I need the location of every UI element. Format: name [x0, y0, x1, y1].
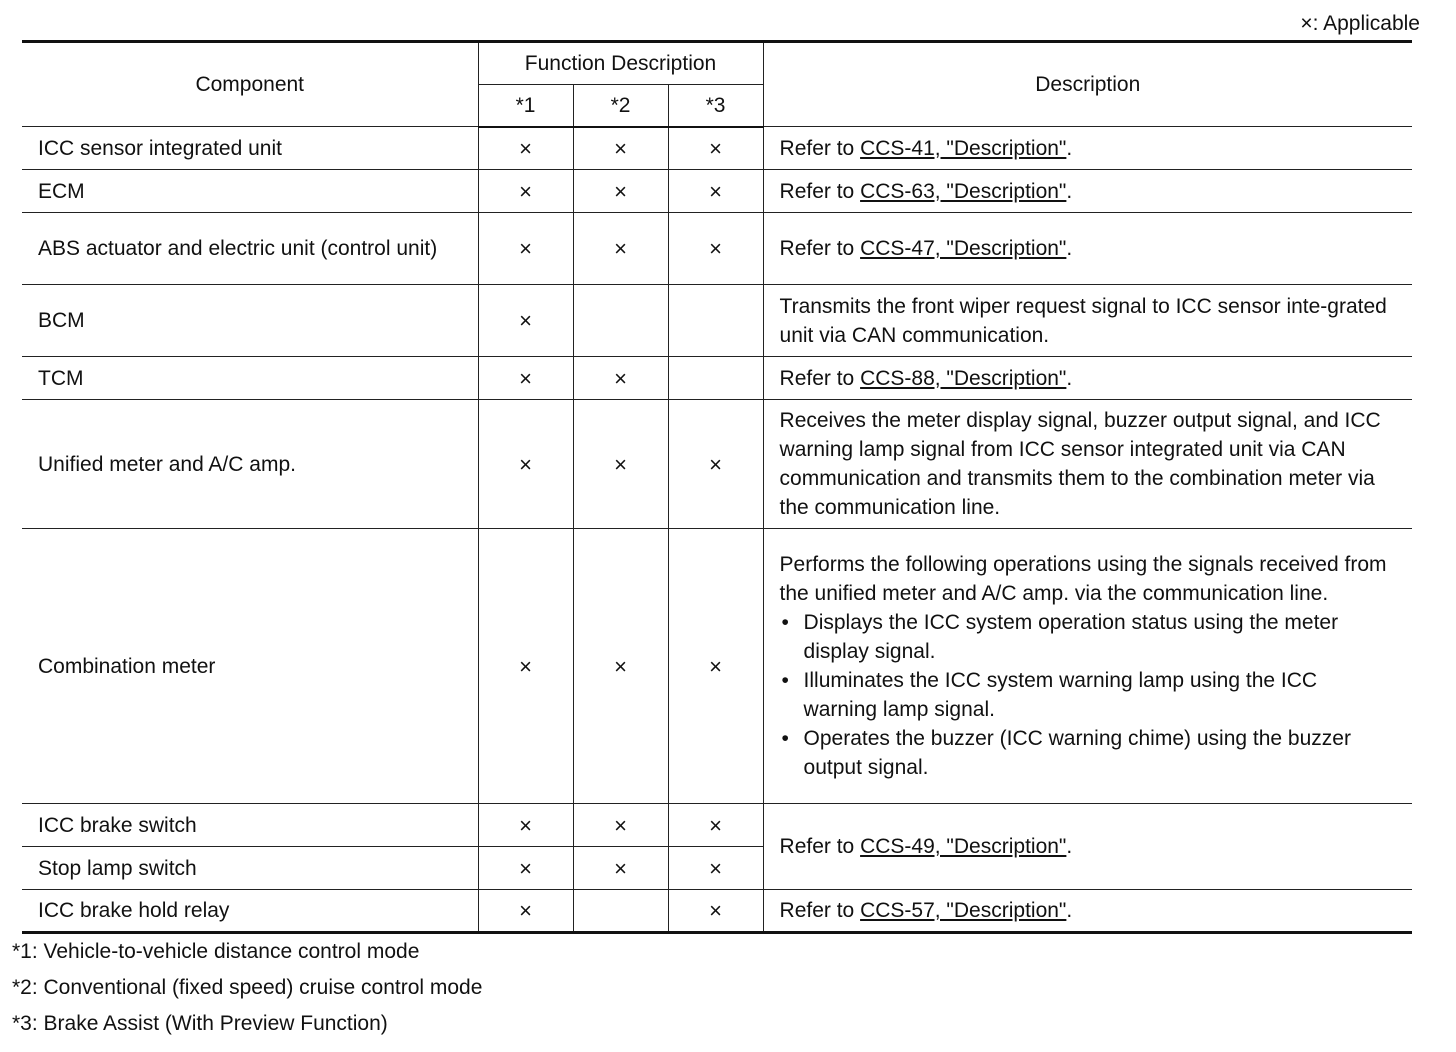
component-cell: BCM	[22, 285, 478, 357]
description-suffix: .	[1066, 136, 1073, 160]
description-cell: Receives the meter display signal, buzzer output signal, and ICC warning lamp signal from ICC sensor integrated unit via CAN communication and transmits them to the combination meter via the communication line.	[763, 400, 1412, 529]
mark-col2: ×	[573, 804, 668, 847]
description-cell	[763, 127, 1412, 170]
component-cell: ECM	[22, 170, 478, 213]
reference-link[interactable]: CCS-47, "Description"	[860, 237, 1067, 260]
mark-col1: ×	[478, 847, 573, 890]
reference-link[interactable]: CCS-41, "Description"	[860, 136, 1067, 160]
mark-col1: ×	[478, 804, 573, 847]
mark-col3: ×	[668, 847, 763, 890]
footnote: *1: Vehicle-to-vehicle distance control mode	[12, 940, 420, 963]
mark-col3	[668, 357, 763, 400]
bullet-item: • Displays the ICC system operation status using the meter display signal.	[780, 608, 1397, 666]
description-cell	[763, 170, 1412, 213]
footnote: *2: Conventional (fixed speed) cruise control mode	[12, 976, 483, 999]
mark-col1: ×	[478, 170, 573, 213]
mark-col2: ×	[573, 847, 668, 890]
mark-col2: ×	[573, 529, 668, 804]
mark-col1: ×	[478, 529, 573, 804]
header-function-description: Function Description	[478, 42, 763, 85]
mark-col3: ×	[668, 127, 763, 170]
mark-col2	[573, 890, 668, 933]
description-cell: Transmits the front wiper request signal to ICC sensor inte-grated unit via CAN communication.	[763, 285, 1412, 357]
table-row	[22, 400, 1412, 529]
mark-col1: ×	[478, 890, 573, 933]
table-row	[22, 804, 1412, 847]
header-description: Description	[763, 42, 1412, 127]
mark-col3: ×	[668, 213, 763, 285]
table-row	[22, 529, 1412, 804]
header-component: Component	[22, 42, 478, 127]
bullet-list	[780, 608, 1397, 782]
reference-link[interactable]: CCS-57, "Description"	[860, 899, 1067, 922]
mark-col3: ×	[668, 400, 763, 529]
description-text: Performs the following operations using the signals received from the unified meter and A/C amp. via the communication line.	[779, 553, 1387, 605]
mark-col3: ×	[668, 529, 763, 804]
component-cell: TCM	[22, 357, 478, 400]
table-row	[22, 127, 1412, 170]
reference-link[interactable]: CCS-88, "Description"	[860, 366, 1067, 390]
footnotes	[12, 938, 482, 1046]
header-col2: *2	[573, 85, 668, 127]
description-suffix: .	[1066, 366, 1073, 390]
table-row	[22, 357, 1412, 400]
mark-col2	[573, 285, 668, 357]
mark-col2: ×	[573, 357, 668, 400]
description-cell	[763, 804, 1412, 890]
mark-col3	[668, 285, 763, 357]
table-row	[22, 213, 1412, 285]
component-table	[22, 40, 1412, 934]
description-suffix: .	[1066, 179, 1073, 203]
description-prefix: Refer to	[779, 835, 861, 858]
description-cell	[763, 213, 1412, 285]
description-cell	[763, 529, 1412, 804]
mark-col3: ×	[668, 170, 763, 213]
component-cell: ICC sensor integrated unit	[22, 127, 478, 170]
mark-col1: ×	[478, 285, 573, 357]
mark-col1: ×	[478, 127, 573, 170]
description-cell	[763, 890, 1412, 933]
table-row	[22, 890, 1412, 933]
mark-col2: ×	[573, 400, 668, 529]
header-col3: *3	[668, 85, 763, 127]
mark-col3: ×	[668, 890, 763, 933]
description-prefix: Refer to	[779, 899, 861, 922]
component-cell: Stop lamp switch	[22, 847, 478, 890]
mark-col2: ×	[573, 127, 668, 170]
mark-col1: ×	[478, 400, 573, 529]
description-prefix: Refer to	[779, 237, 861, 260]
header-col1: *1	[478, 85, 573, 127]
description-prefix: Refer to	[779, 136, 861, 160]
component-cell: Combination meter	[22, 529, 478, 804]
description-suffix: .	[1066, 237, 1073, 260]
description-suffix: .	[1066, 899, 1073, 922]
description-prefix: Refer to	[779, 366, 861, 390]
mark-col2: ×	[573, 170, 668, 213]
mark-col1: ×	[478, 213, 573, 285]
reference-link[interactable]: CCS-49, "Description"	[860, 835, 1067, 858]
footnote: *3: Brake Assist (With Preview Function)	[12, 1012, 388, 1035]
component-cell: ABS actuator and electric unit (control unit)	[22, 213, 478, 285]
mark-col3: ×	[668, 804, 763, 847]
description-suffix: .	[1066, 835, 1073, 858]
reference-link[interactable]: CCS-63, "Description"	[860, 179, 1067, 203]
description-cell	[763, 357, 1412, 400]
component-cell: Unified meter and A/C amp.	[22, 400, 478, 529]
mark-col1: ×	[478, 357, 573, 400]
component-cell: ICC brake switch	[22, 804, 478, 847]
table-row	[22, 170, 1412, 213]
bullet-item: • Operates the buzzer (ICC warning chime) using the buzzer output signal.	[780, 724, 1397, 782]
description-prefix: Refer to	[779, 179, 861, 203]
bullet-item: • Illuminates the ICC system warning lamp using the ICC warning lamp signal.	[780, 666, 1397, 724]
table-row	[22, 285, 1412, 357]
mark-col2: ×	[573, 213, 668, 285]
component-cell: ICC brake hold relay	[22, 890, 478, 933]
applicable-legend: ×: Applicable	[1300, 12, 1420, 35]
